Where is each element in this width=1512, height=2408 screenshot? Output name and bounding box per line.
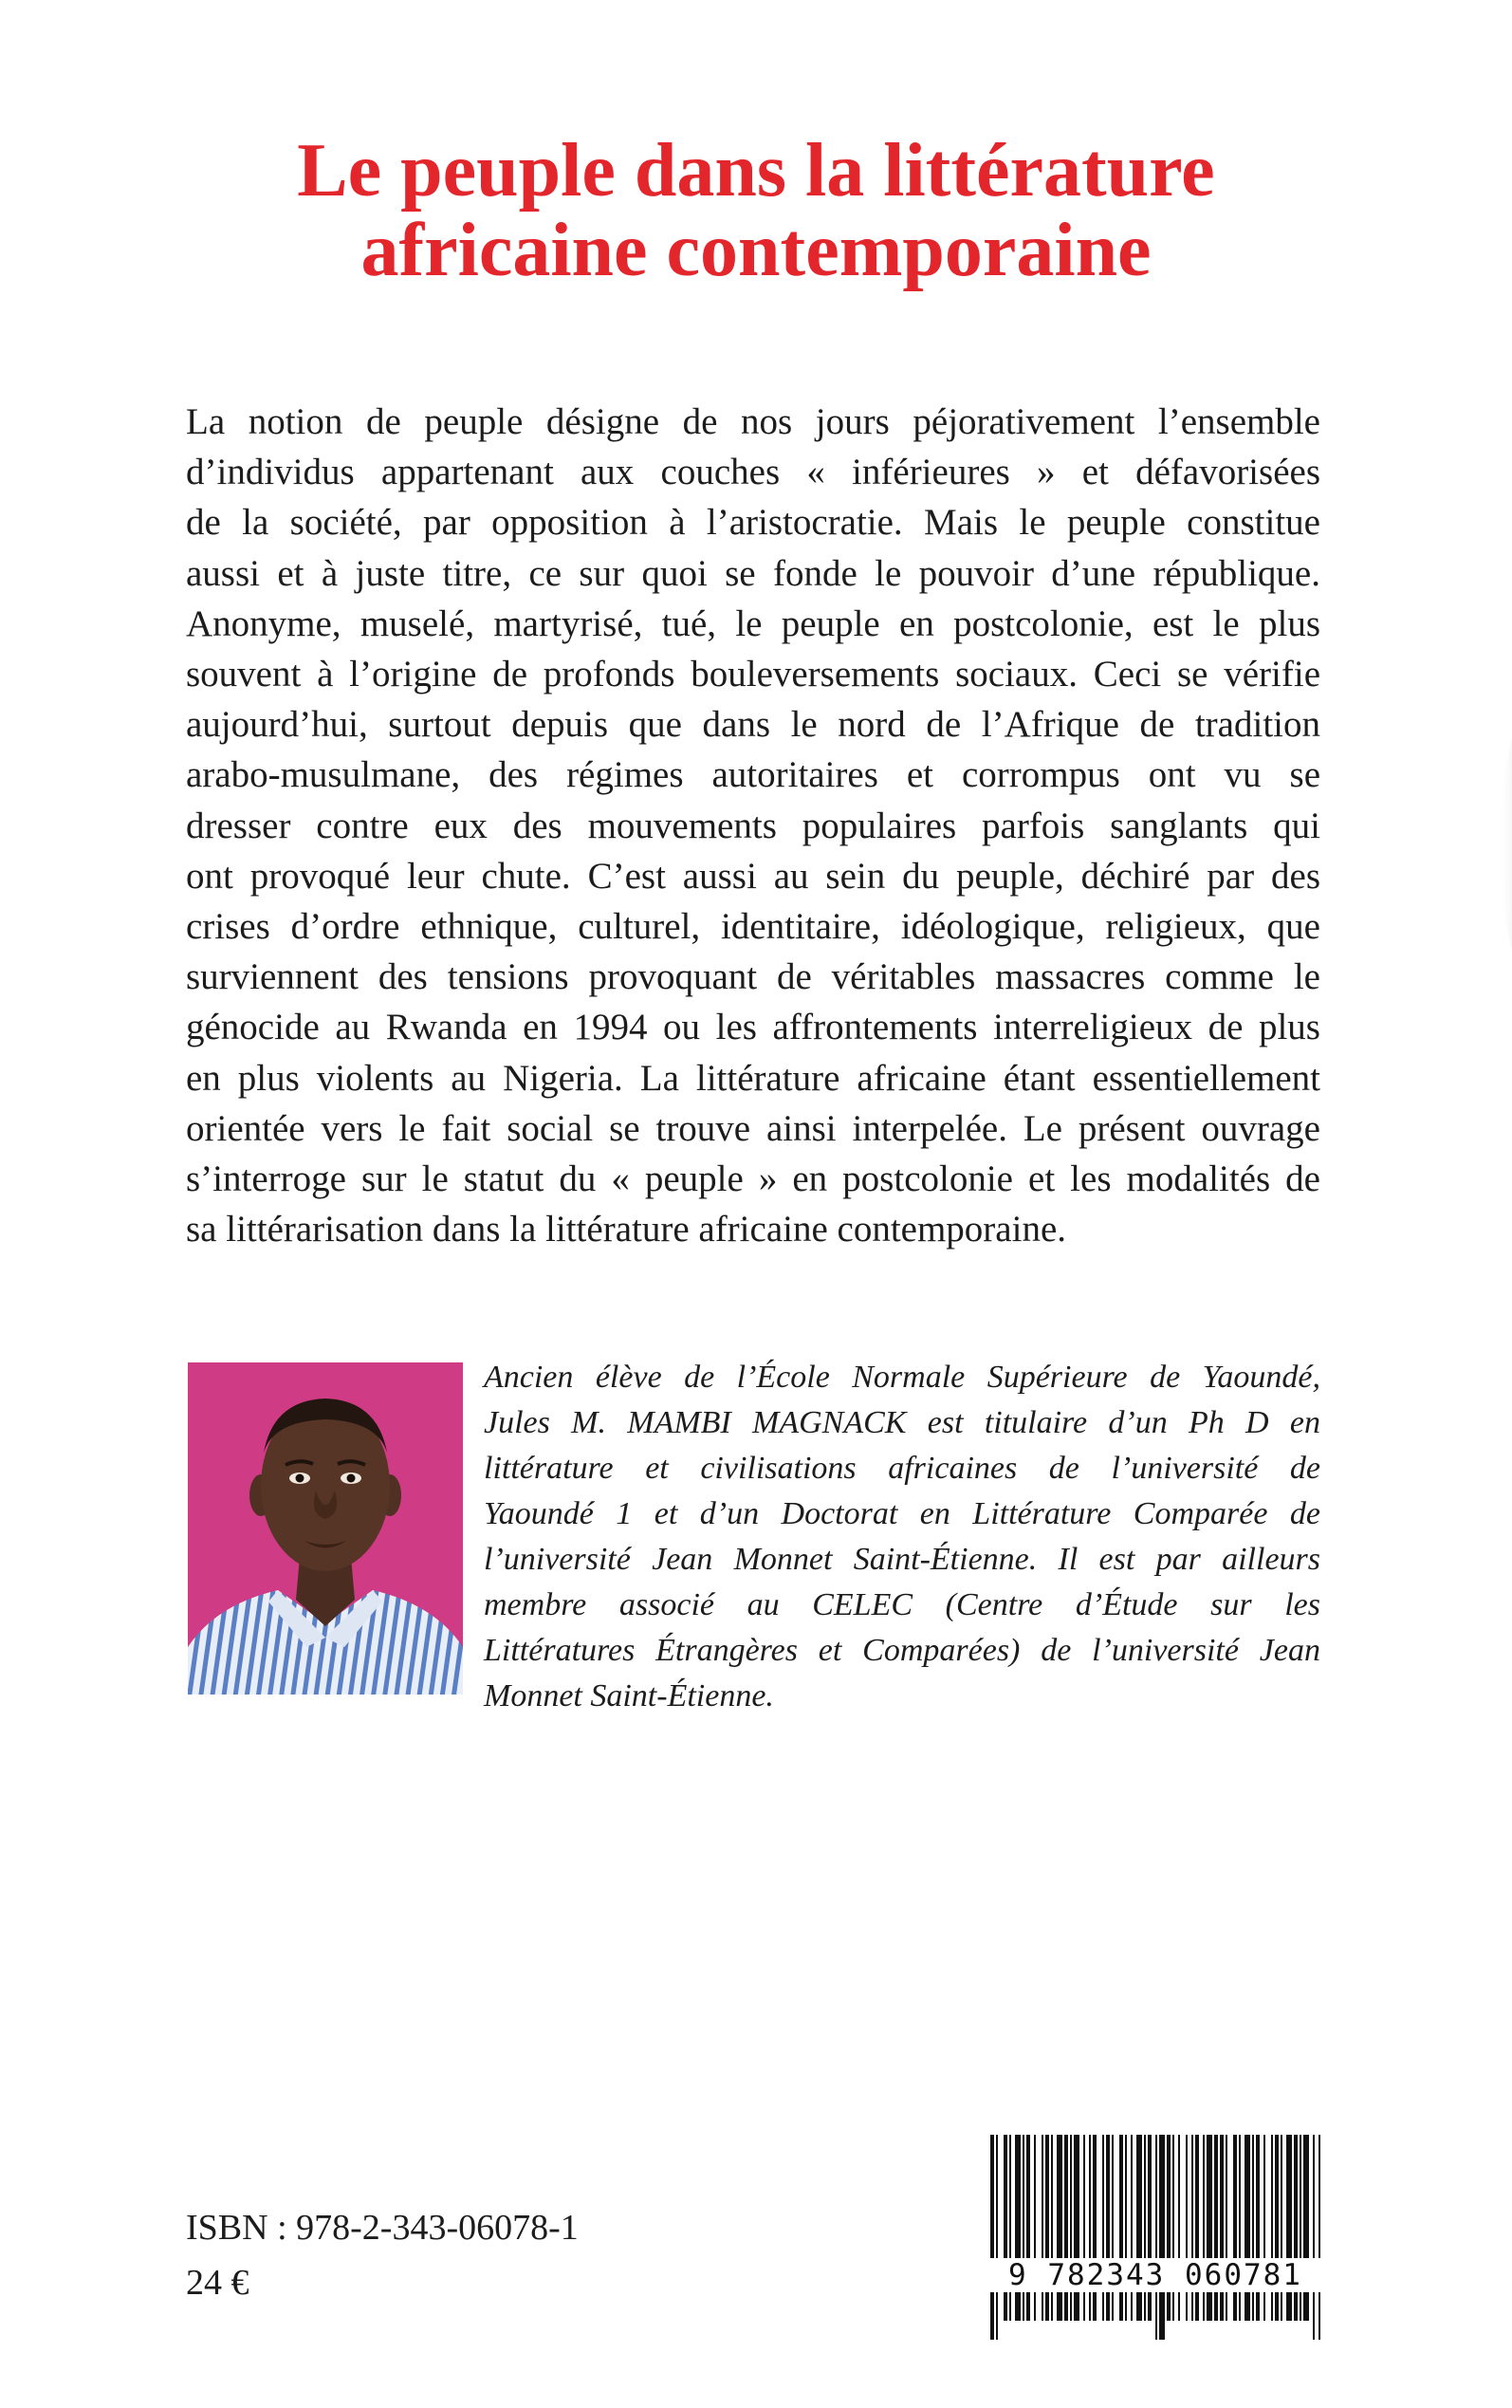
barcode-bar [1004, 2135, 1007, 2321]
description-line: souvent à l’origine de profonds bouleversements sociaux. Ceci se vérifie [186, 654, 1320, 695]
barcode-bar [1294, 2135, 1298, 2321]
bio-line: membre associé au CELEC (Centre d’Étude sur les [484, 1587, 1320, 1622]
barcode-bar [1106, 2135, 1110, 2321]
barcode-bar [1159, 2135, 1165, 2340]
barcode-bar [1112, 2135, 1114, 2321]
barcode-bar [1089, 2135, 1091, 2321]
barcode-bar [1191, 2135, 1193, 2321]
barcode-bar [1064, 2135, 1068, 2321]
barcode-bar [1275, 2135, 1279, 2321]
barcode-bar [1226, 2135, 1227, 2321]
bio-line: littérature et civilisations africaines de l’université de [484, 1451, 1320, 1486]
bio-line: Jules M. MAMBI MAGNACK est titulaire d’un Ph D en [484, 1405, 1320, 1440]
description-line: ont provoqué leur chute. C’est aussi au sein du peuple, déchiré par des [186, 855, 1320, 897]
book-title [0, 131, 1512, 290]
barcode-bar [1207, 2135, 1212, 2321]
author-portrait-image [188, 1362, 463, 1695]
barcode-bar [1214, 2135, 1218, 2321]
barcode-bar [1303, 2135, 1309, 2321]
barcode-bar [1155, 2135, 1157, 2340]
description-line: s’interroge sur le statut du « peuple » en postcolonie et les modalités de [186, 1158, 1320, 1200]
bio-line: Ancien élève de l’École Normale Supérieure de Yaoundé, [484, 1360, 1320, 1395]
barcode-bar [1178, 2135, 1180, 2321]
barcode-digits: 9 782343 060781 [986, 2258, 1324, 2292]
author-bio [484, 1355, 1320, 1719]
barcode-bar [1233, 2135, 1237, 2321]
description-line: sa littérarisation dans la littérature africaine contemporaine. [186, 1209, 1067, 1250]
barcode-bar [1045, 2135, 1049, 2321]
description-line: de la société, par opposition à l’aristocratie. Mais le peuple constitue [186, 502, 1320, 544]
barcode-bar [1148, 2135, 1152, 2321]
barcode-bar [1051, 2135, 1053, 2321]
barcode-bar [1286, 2135, 1292, 2321]
barcode-bar [1057, 2135, 1062, 2321]
barcode-bar [1220, 2135, 1224, 2321]
barcode-bar [1300, 2135, 1301, 2321]
description-line: aujourd’hui, surtout depuis que dans le nord de l’Afrique de tradition [186, 704, 1320, 746]
title-line-1: Le peuple dans la littérature [297, 129, 1215, 213]
barcode-bar [1093, 2135, 1097, 2321]
barcode-bar [1186, 2135, 1188, 2321]
barcode-bar [1318, 2135, 1320, 2340]
barcode-bar [1203, 2135, 1205, 2321]
barcode-bar [1195, 2135, 1199, 2321]
barcode-bar [1136, 2135, 1142, 2321]
bio-line: l’université Jean Monnet Saint-Étienne. Il est par ailleurs [484, 1542, 1320, 1577]
barcode-bar [1144, 2135, 1146, 2321]
title-line-2: africaine contemporaine [360, 209, 1152, 292]
barcode-bar [1083, 2135, 1085, 2321]
barcode-bar [1131, 2135, 1133, 2321]
barcode-bar [1015, 2135, 1021, 2321]
description-line: orientée vers le fait social se trouve ainsi interpelée. Le présent ouvrage [186, 1107, 1320, 1149]
barcode-bar [1125, 2135, 1127, 2321]
description-line: arabo-musulmane, des régimes autoritaires et corrompus ont vu se [186, 754, 1320, 796]
barcode-bar [1271, 2135, 1273, 2321]
barcode-bar [1074, 2135, 1079, 2321]
barcode-bar [1245, 2135, 1250, 2321]
barcode-bar [1252, 2135, 1254, 2321]
barcode-bar [1034, 2135, 1036, 2321]
barcode-bar [1263, 2135, 1265, 2321]
barcode-bar [1070, 2135, 1072, 2321]
description-line: génocide au Rwanda en 1994 ou les affrontements interreligieux de plus [186, 1007, 1320, 1048]
bio-line: Monnet Saint-Étienne. [484, 1678, 774, 1713]
price-text: 24 € [186, 2263, 249, 2303]
bio-line: Littératures Étrangères et Comparées) de l’université Jean [484, 1633, 1320, 1668]
description-line: Anonyme, muselé, martyrisé, tué, le peuple en postcolonie, est le plus [186, 602, 1320, 644]
barcode-bar [1026, 2135, 1030, 2321]
description-line: dresser contre eux des mouvements populaires parfois sanglants qui [186, 805, 1320, 846]
bio-line: Yaoundé 1 et d’un Doctorat en Littérature Comparée de [484, 1496, 1320, 1531]
description-line: crises d’ordre ethnique, culturel, identitaire, idéologique, religieux, que [186, 906, 1320, 948]
barcode-bar [1042, 2135, 1043, 2321]
barcode-bar [1239, 2135, 1241, 2321]
barcode-bar [1256, 2135, 1260, 2321]
description-line: La notion de peuple désigne de nos jours péjorativement l’ensemble [186, 401, 1320, 442]
description-line: surviennent des tensions provoquant de véritables massacres comme le [186, 956, 1320, 998]
barcode-bar [1119, 2135, 1123, 2321]
isbn-text: ISBN : 978-2-343-06078-1 [186, 2208, 579, 2248]
barcode-bar [1023, 2135, 1024, 2321]
edge-shadow-decoration [1466, 702, 1512, 987]
barcode-bar [1009, 2135, 1011, 2321]
description-line: d’individus appartenant aux couches « inférieures » et défavorisées [186, 452, 1320, 493]
description-line: en plus violents au Nigeria. La littérature africaine étant essentiellement [186, 1057, 1320, 1099]
barcode-bar [1313, 2135, 1315, 2340]
barcode-bar [1172, 2135, 1174, 2321]
author-photo [188, 1362, 463, 1695]
barcode-bar [1281, 2135, 1282, 2321]
barcode-bar [996, 2135, 998, 2340]
description-line: aussi et à juste titre, ce sur quoi se fonde le pouvoir d’une république. [186, 552, 1320, 594]
barcode-bar [1102, 2135, 1104, 2321]
barcode-bar [1167, 2135, 1171, 2321]
barcode-image [986, 2135, 1324, 2340]
barcode-bar [990, 2135, 994, 2340]
book-description [186, 397, 1320, 1254]
